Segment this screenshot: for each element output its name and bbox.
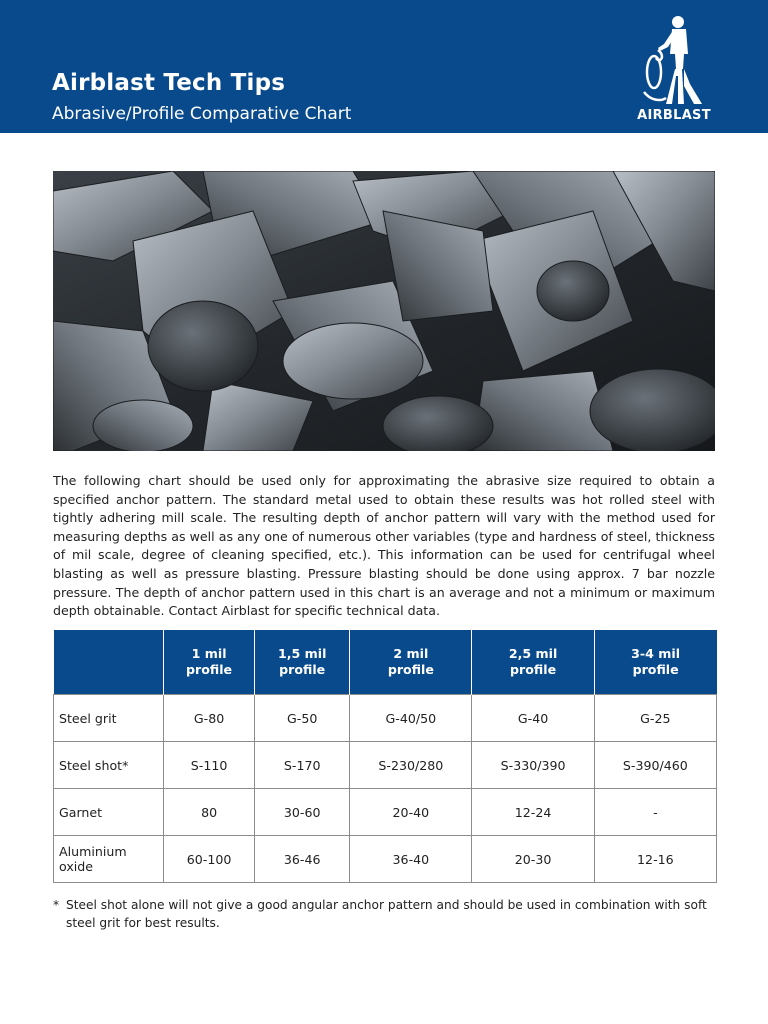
table-cell: 60-100 xyxy=(164,836,255,883)
abrasive-profile-table xyxy=(53,630,717,883)
row-label: Steel shot* xyxy=(54,742,164,789)
column-header: 3-4 mil profile xyxy=(594,630,716,695)
table-cell: 30-60 xyxy=(255,789,350,836)
row-label: Garnet xyxy=(54,789,164,836)
table-cell: 12-16 xyxy=(594,836,716,883)
table-cell: S-110 xyxy=(164,742,255,789)
table-row xyxy=(54,789,717,836)
table-cell: 20-30 xyxy=(472,836,594,883)
header-corner-cell xyxy=(54,630,164,695)
column-header: 2 mil profile xyxy=(350,630,472,695)
table-cell: 36-40 xyxy=(350,836,472,883)
table-cell: G-50 xyxy=(255,695,350,742)
table-cell: 20-40 xyxy=(350,789,472,836)
table-row xyxy=(54,836,717,883)
airblast-logo xyxy=(628,14,720,126)
table-cell: S-390/460 xyxy=(594,742,716,789)
blaster-figure-icon xyxy=(636,14,712,106)
table-cell: S-170 xyxy=(255,742,350,789)
footnote xyxy=(53,897,713,932)
row-label: Aluminium oxide xyxy=(54,836,164,883)
table-cell: G-80 xyxy=(164,695,255,742)
intro-paragraph: The following chart should be used only for approximating the abrasive size required to obtain a specified anchor pattern. The standard metal used to obtain these results was hot rolled steel with tightly adhering mill scale. The resulting depth of anchor pattern will vary with the method used for measuring depths as well as any one of numerous other variables (type and hardness of steel, thickness of mil scale, degree of cleaning specified, etc.). This information can be used for centrifugal wheel blasting as well as pressure blasting. Pressure blasting should be done using approx. 7 bar nozzle pressure. The depth of anchor pattern used in this chart is an average and not a minimum or maximum depth obtainable. Contact Airblast for specific technical data. xyxy=(53,473,715,619)
table-cell: G-40/50 xyxy=(350,695,472,742)
header-banner xyxy=(0,0,768,133)
table-cell: 36-46 xyxy=(255,836,350,883)
footnote-text: Steel shot alone will not give a good angular anchor pattern and should be used in combination with soft steel grit for best results. xyxy=(66,898,707,930)
logo-wordmark: AIRBLAST xyxy=(637,108,711,123)
table-row xyxy=(54,742,717,789)
table-row xyxy=(54,695,717,742)
table-cell: 12-24 xyxy=(472,789,594,836)
table-cell: 80 xyxy=(164,789,255,836)
table-cell: G-40 xyxy=(472,695,594,742)
column-header: 2,5 mil profile xyxy=(472,630,594,695)
steel-castings-photo xyxy=(53,171,715,451)
footnote-marker: * xyxy=(53,898,60,912)
table-cell: S-330/390 xyxy=(472,742,594,789)
table-header-row xyxy=(54,630,717,695)
column-header: 1,5 mil profile xyxy=(255,630,350,695)
table-cell: S-230/280 xyxy=(350,742,472,789)
page-title: Airblast Tech Tips xyxy=(52,70,286,96)
column-header: 1 mil profile xyxy=(164,630,255,695)
table-cell: G-25 xyxy=(594,695,716,742)
row-label: Steel grit xyxy=(54,695,164,742)
table-cell: - xyxy=(594,789,716,836)
page-subtitle: Abrasive/Profile Comparative Chart xyxy=(52,104,352,124)
